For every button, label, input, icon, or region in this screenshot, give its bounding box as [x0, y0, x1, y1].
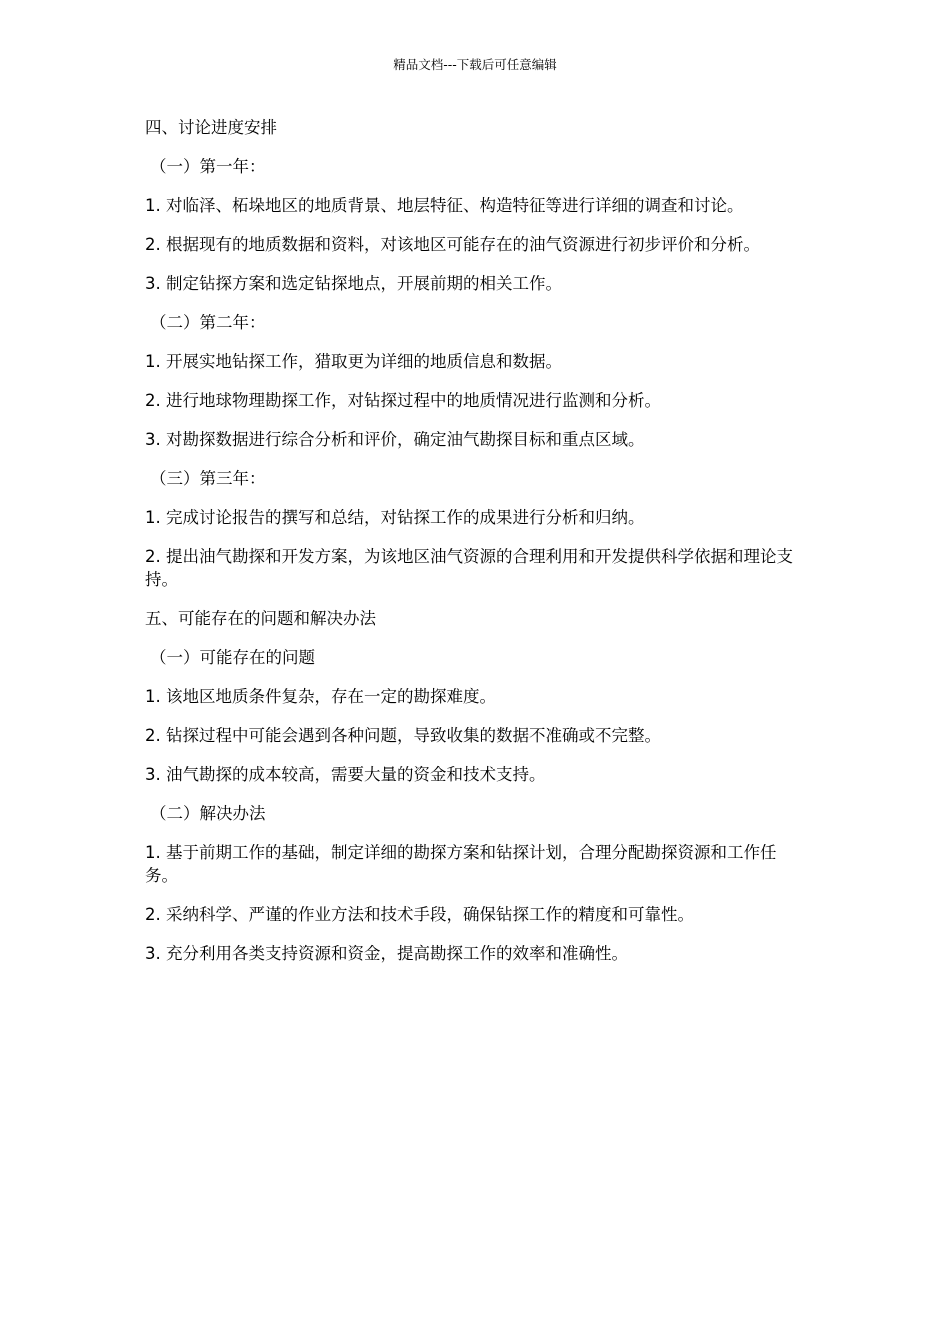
subsection-heading: （一）可能存在的问题 [150, 648, 315, 667]
list-item: 1. 开展实地钻探工作，猎取更为详细的地质信息和数据。 [145, 352, 562, 371]
list-item: 1. 基于前期工作的基础，制定详细的勘探方案和钻探计划，合理分配勘探资源和工作任务。 [145, 843, 777, 885]
section-heading: 五、可能存在的问题和解决办法 [145, 609, 376, 628]
list-item: 2. 钻探过程中可能会遇到各种问题，导致收集的数据不准确或不完整。 [145, 726, 661, 745]
subsection-heading: （二）解决办法 [150, 804, 266, 823]
section-heading: 四、讨论进度安排 [145, 118, 277, 137]
list-item: 3. 充分利用各类支持资源和资金，提高勘探工作的效率和准确性。 [145, 944, 628, 963]
subsection-heading: （二）第二年： [150, 313, 266, 332]
list-item: 2. 根据现有的地质数据和资料，对该地区可能存在的油气资源进行初步评价和分析。 [145, 235, 760, 254]
subsection-heading: （一）第一年： [150, 157, 266, 176]
list-item: 1. 对临泽、柘垛地区的地质背景、地层特征、构造特征等进行详细的调查和讨论。 [145, 196, 744, 215]
list-item: 1. 该地区地质条件复杂，存在一定的勘探难度。 [145, 687, 496, 706]
list-item: 3. 油气勘探的成本较高，需要大量的资金和技术支持。 [145, 765, 546, 784]
page-header: 精品文档---下载后可任意编辑 [393, 57, 557, 72]
list-item: 3. 对勘探数据进行综合分析和评价，确定油气勘探目标和重点区域。 [145, 430, 645, 449]
list-item: 1. 完成讨论报告的撰写和总结，对钻探工作的成果进行分析和归纳。 [145, 508, 645, 527]
list-item: 2. 提出油气勘探和开发方案，为该地区油气资源的合理利用和开发提供科学依据和理论支持。 [145, 547, 793, 589]
list-item: 2. 进行地球物理勘探工作，对钻探过程中的地质情况进行监测和分析。 [145, 391, 661, 410]
subsection-heading: （三）第三年： [150, 469, 266, 488]
list-item: 2. 采纳科学、严谨的作业方法和技术手段，确保钻探工作的精度和可靠性。 [145, 905, 694, 924]
list-item: 3. 制定钻探方案和选定钻探地点，开展前期的相关工作。 [145, 274, 562, 293]
document-body [145, 116, 805, 981]
